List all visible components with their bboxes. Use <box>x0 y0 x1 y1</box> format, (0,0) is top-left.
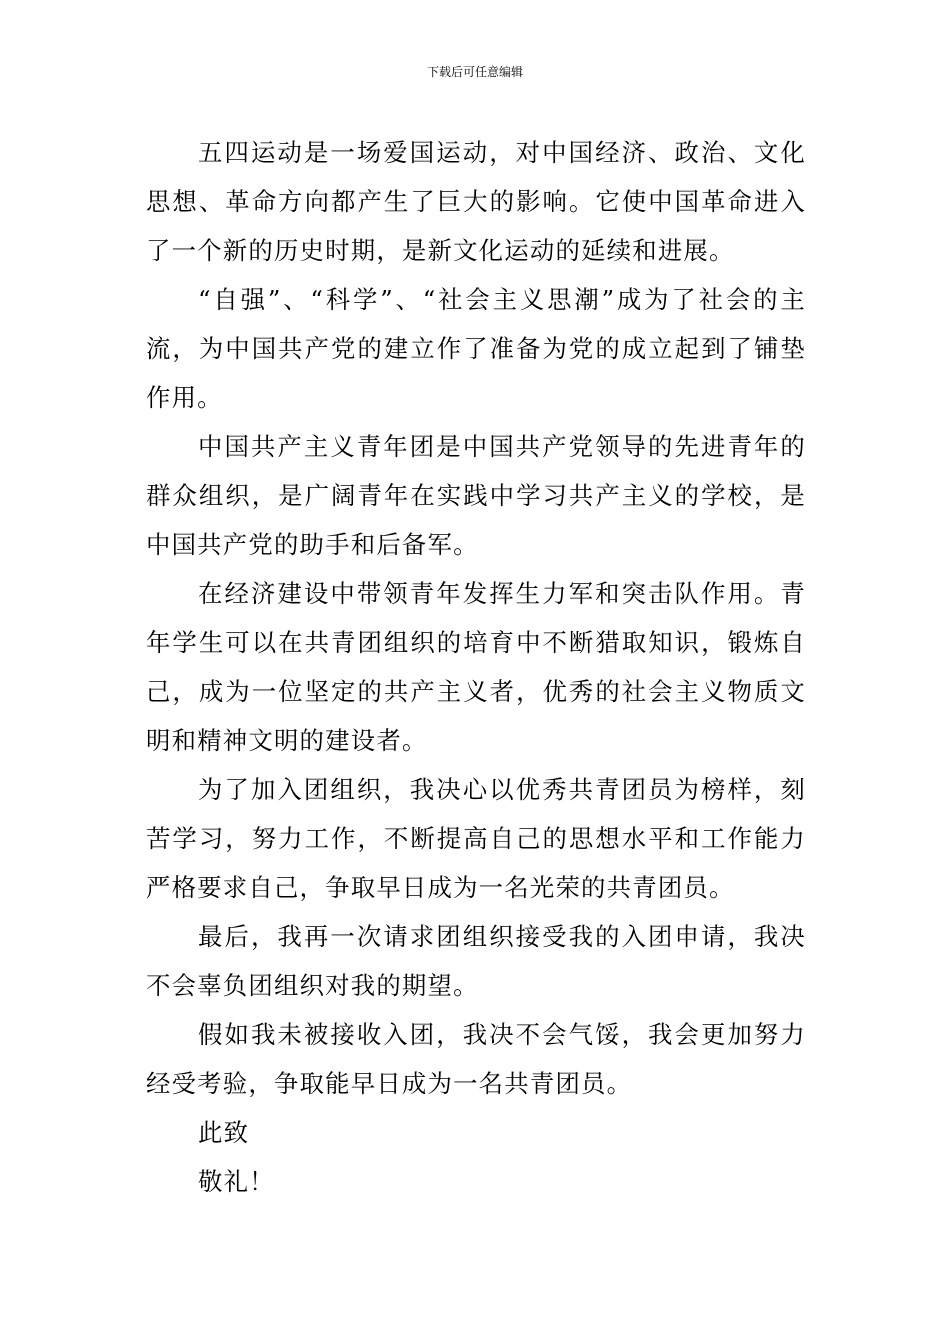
paragraph-4: 在经济建设中带领青年发挥生力军和突击队作用。青年学生可以在共青团组织的培育中不断猎取知识，锻炼自己，成为一位坚定的共产主义者，优秀的社会主义物质文明和精神文明的建设者。 <box>146 579 806 755</box>
closing-regards: 敬礼！ <box>198 1167 275 1196</box>
paragraph-5: 为了加入团组织，我决心以优秀共青团员为榜样，刻苦学习，努力工作，不断提高自己的思想水平和工作能力严格要求自己，争取早日成为一名光荣的共青团员。 <box>146 775 806 902</box>
paragraph-2: “自强”、“科学”、“社会主义思潮”成为了社会的主流，为中国共产党的建立作了准备为党的成立起到了铺垫作用。 <box>146 285 806 412</box>
closing-salutation: 此致 <box>198 1118 250 1147</box>
page-header: 下载后可任意编辑 <box>426 65 523 79</box>
paragraph-7: 假如我未被接收入团，我决不会气馁，我会更加努力经受考验，争取能早日成为一名共青团员。 <box>146 1020 806 1098</box>
paragraph-3: 中国共产主义青年团是中国共产党领导的先进青年的群众组织，是广阔青年在实践中学习共产主义的学校，是中国共产党的助手和后备军。 <box>146 432 806 559</box>
paragraph-6: 最后，我再一次请求团组织接受我的入团申请，我决不会辜负团组织对我的期望。 <box>146 922 806 1000</box>
document-body <box>146 128 806 1206</box>
paragraph-1: 五四运动是一场爱国运动，对中国经济、政治、文化思想、革命方向都产生了巨大的影响。它使中国革命进入了一个新的历史时期，是新文化运动的延续和进展。 <box>146 138 806 265</box>
